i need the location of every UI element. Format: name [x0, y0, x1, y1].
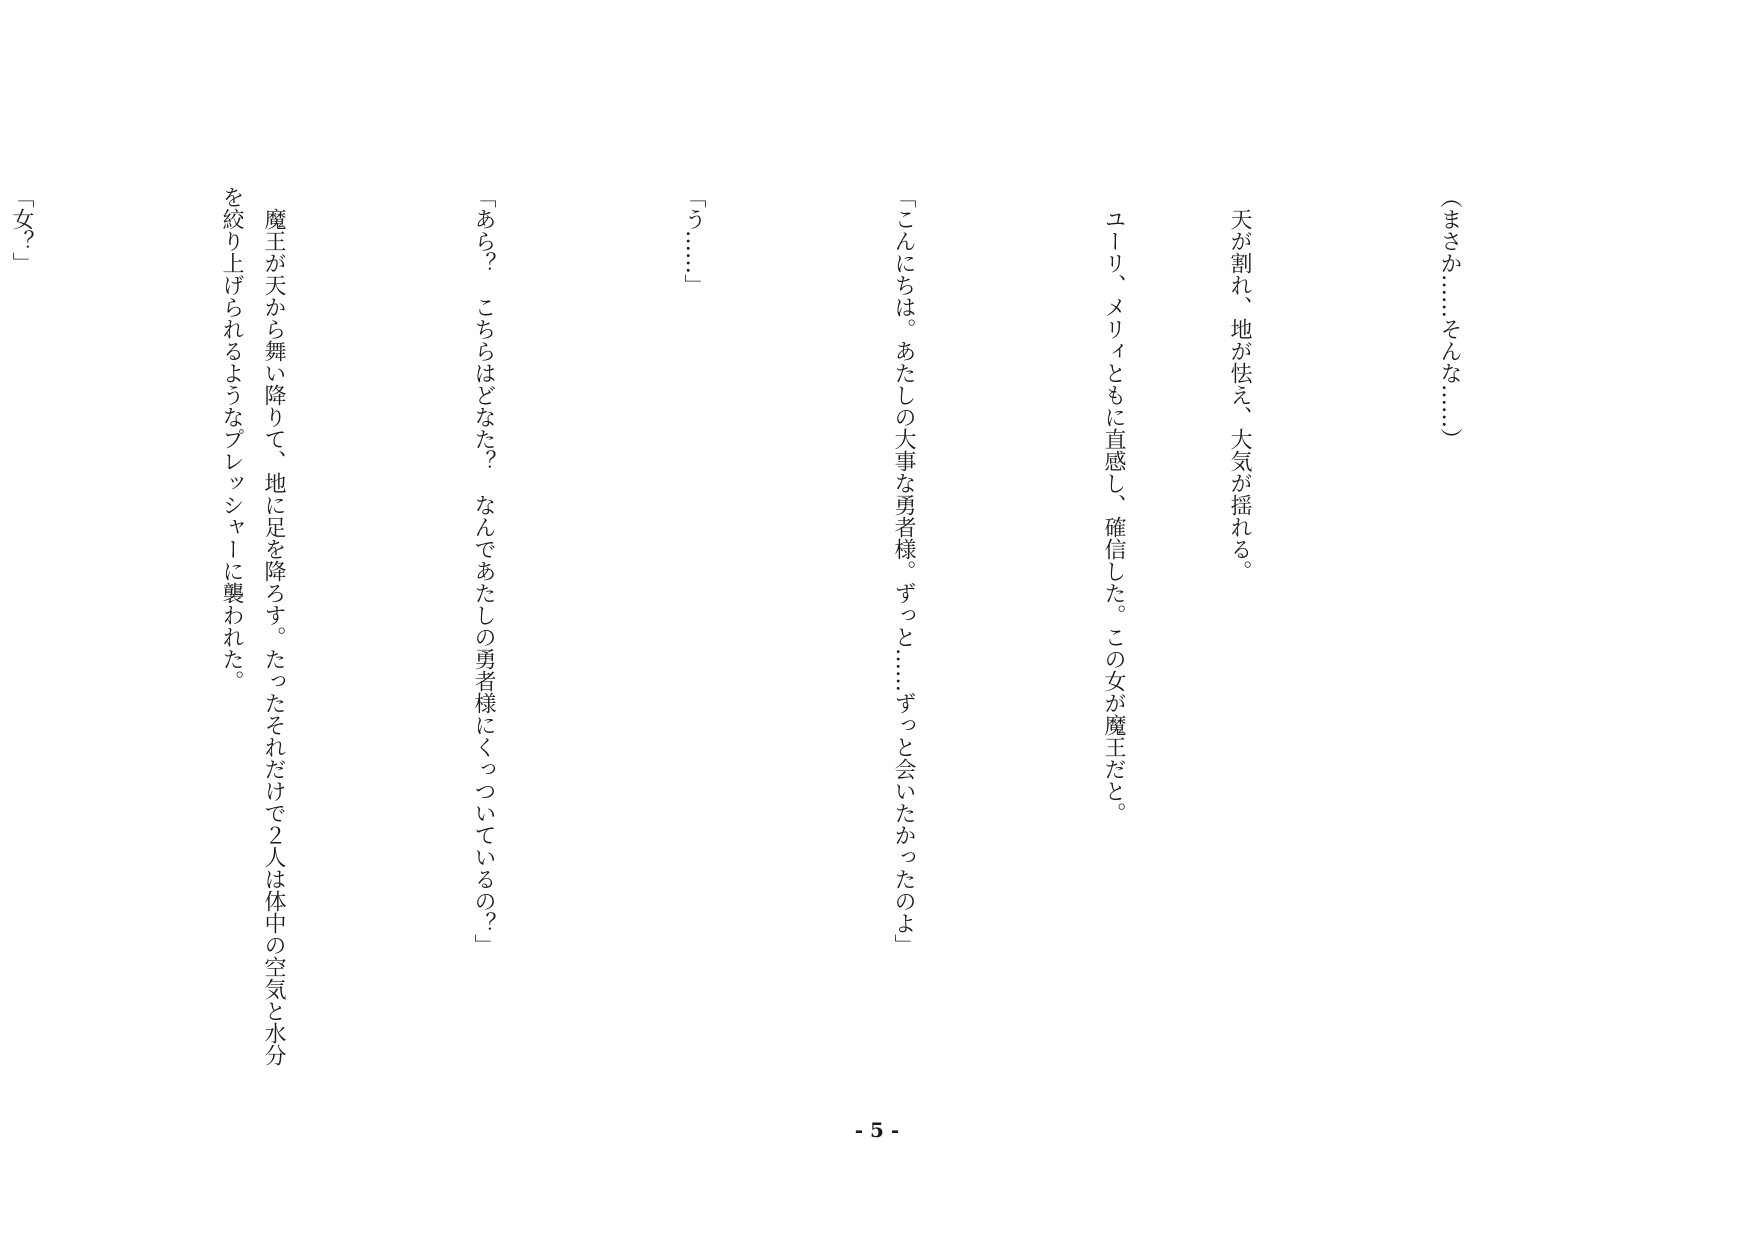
paragraph: 「こんにちは。あたしの大事な勇者様。ずっと……ずっと会いたかったのよ」: [891, 186, 916, 956]
paragraph: 天が割れ、地が怯え、大気が揺れる。: [1227, 186, 1252, 582]
paragraph: 「う……」: [681, 186, 706, 296]
paragraph: ユーリ、メリィともに直感し、確信した。この女が魔王だと。: [1101, 186, 1126, 824]
paragraph: 「あら？ こちらはどなた？ なんであたしの勇者様にくっついているの？」: [471, 186, 496, 956]
page-number: - 5 -: [854, 1118, 900, 1142]
paragraph: 「女？」: [9, 186, 34, 274]
paragraph: （まさか……そんな……）: [1437, 186, 1462, 450]
paragraph: 魔王が天から舞い降りて、地に足を降ろす。たったそれだけで２人は体中の空気と水分を絞り上げられるようなプレッシャーに襲われた。: [219, 186, 286, 1066]
vertical-text-body: [0, 186, 1554, 1086]
